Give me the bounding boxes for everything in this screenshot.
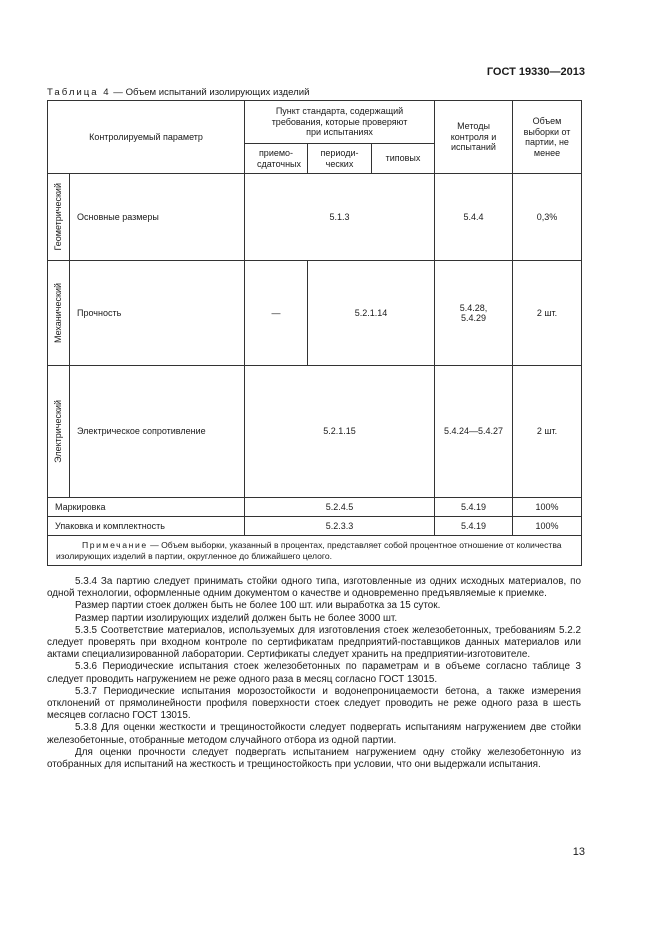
sample-cell: 0,3% [513,174,582,261]
document-standard-header: ГОСТ 19330—2013 [486,66,585,78]
group-mechanical: Механический [48,261,70,366]
table-caption [47,87,310,98]
table-row [48,261,582,366]
table-row [48,517,582,536]
header-type-tests: типовых [372,144,435,174]
paragraph-5-3-4: 5.3.4 За партию следует принимать стойки одного типа, изготовленные из одних исходных материалов, по одной технологии, оформленные одним документом о качестве и одновременно предъявляемые к приемке. [47,576,581,600]
group-electrical: Электрический [48,366,70,498]
table-header-row [48,101,582,144]
paragraph-strength-test: Для оценки прочности следует подвергать испытанием нагружением одну стойку железобетонную из отобранных для испытаний на жесткость и трещиностойкость при условии, что они выдержали испытания. [47,746,581,771]
method-cell: 5.4.28, 5.4.29 [435,261,513,366]
param-cell: Электрическое сопротивление [70,366,245,498]
note-label: Примечание [82,540,148,550]
paragraph-5-3-8: 5.3.8 Для оценки жесткости и трещиностойкости следует подвергать испытаниям нагружением две стойки железобетонные, отобранные методом случайного отбора из одной партии. [47,722,581,746]
clause-cell: 5.2.4.5 [245,498,435,517]
method-cell: 5.4.19 [435,498,513,517]
body-text [47,576,581,771]
paragraph-5-3-7: 5.3.7 Периодические испытания морозостойкости и водонепроницаемости бетона, а также измерения отклонений от прямолинейности профиля поверхности стоек следует проводить не реже одного раза в шесть месяцев согласно ГОСТ 13015. [47,685,581,722]
clause-cell: 5.2.1.14 [308,261,435,366]
table-caption-label: Таблица 4 [47,87,111,98]
paragraph-batch-size-insulators: Размер партии изолирующих изделий должен быть не более 3000 шт. [75,612,398,624]
table-note [48,536,582,566]
group-geometric: Геометрический [48,174,70,261]
param-cell: Упаковка и комплектность [48,517,245,536]
method-cell: 5.4.24—5.4.27 [435,366,513,498]
table-caption-title: Объем испытаний изолирующих изделий [125,87,310,98]
inspection-scope-table [47,100,582,566]
method-cell: 5.4.4 [435,174,513,261]
table-row [48,498,582,517]
table-row [48,174,582,261]
header-sample-size: Объем выборки от партии, не менее [513,101,582,174]
param-cell: Маркировка [48,498,245,517]
note-text: — Объем выборки, указанный в процентах, представляет собой процентное отношение от количества изолирующих изделий в партии, округленное до ближайшего целого. [56,540,562,561]
paragraph-batch-size-poles: Размер партии стоек должен быть не более 100 шт. или выработка за 15 суток. [75,600,441,612]
sample-cell: 2 шт. [513,366,582,498]
sample-cell: 2 шт. [513,261,582,366]
param-cell: Прочность [70,261,245,366]
clause-cell: 5.1.3 [245,174,435,261]
sample-cell: 100% [513,517,582,536]
paragraph-5-3-6: 5.3.6 Периодические испытания стоек железобетонных по параметрам и в объеме согласно таблице 3 следует проводить нагружением не реже одного раза в месяц согласно ГОСТ 13015. [47,661,581,685]
header-controlled-parameter: Контролируемый параметр [48,101,245,174]
sample-cell: 100% [513,498,582,517]
acceptance-cell: — [245,261,308,366]
param-cell: Основные размеры [70,174,245,261]
header-periodic-tests: периоди-ческих [308,144,372,174]
header-test-methods: Методы контроля и испытаний [435,101,513,174]
table-row [48,366,582,498]
header-acceptance-tests: приемо-сдаточных [245,144,308,174]
method-cell: 5.4.19 [435,517,513,536]
table-caption-dash: — [110,87,126,98]
clause-cell: 5.2.3.3 [245,517,435,536]
table-note-row [48,536,582,566]
paragraph-5-3-5: 5.3.5 Соответствие материалов, используемых для изготовления стоек железобетонных, требованиям 5.2.2 следует проверять при входном контроле по сертификатам предприятий-поставщиков данных материалов или актами специализированной лаборатории. Сертификаты следует хранить на предприятии-изготовителе. [47,624,581,661]
clause-cell: 5.2.1.15 [245,366,435,498]
page-number: 13 [572,846,585,858]
header-standard-clause: Пункт стандарта, содержащий требования, которые проверяют при испытаниях [245,101,435,144]
